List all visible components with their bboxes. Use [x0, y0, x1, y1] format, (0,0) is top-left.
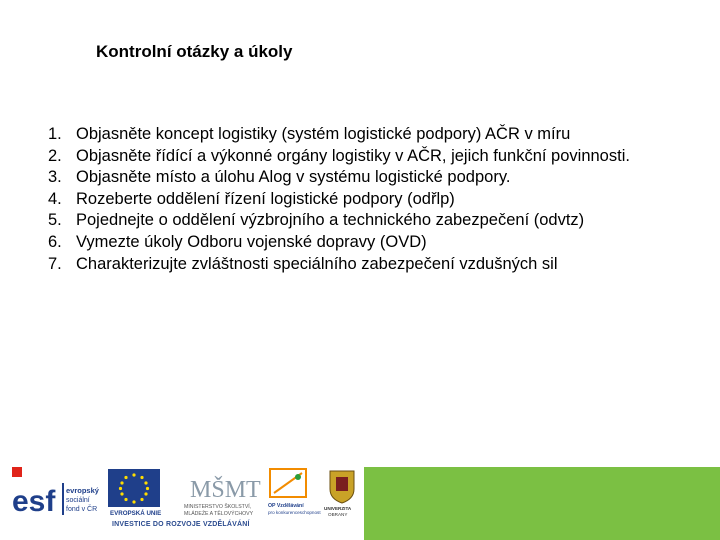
investice-caption: INVESTICE DO ROZVOJE VZDĚLÁVÁNÍ — [112, 521, 250, 528]
esf-line2: sociální — [66, 497, 90, 504]
item-number: 6. — [48, 232, 62, 251]
question-list — [48, 124, 630, 275]
item-text: Pojednejte o oddělení výzbrojního a technického zabezpečení (odvtz) — [76, 211, 585, 230]
list-item — [48, 210, 630, 232]
op-line2: pro konkurenceschopnost — [268, 510, 321, 515]
list-item — [48, 232, 630, 254]
list-item — [48, 189, 630, 211]
eu-caption: EVROPSKÁ UNIE — [110, 510, 162, 517]
op-vk-logo — [266, 467, 322, 519]
item-number: 1. — [48, 125, 62, 143]
list-item — [48, 146, 630, 168]
esf-mark: esf — [12, 485, 56, 518]
item-text: Rozeberte oddělení řízení logistické podpory (odřlp) — [76, 189, 455, 208]
item-number: 5. — [48, 211, 62, 230]
esf-line3: fond v ČR — [66, 506, 98, 513]
item-text: Objasněte řídící a výkonné orgány logistiky v AČR, jejich funkční povinnosti. — [76, 146, 630, 165]
green-panel — [364, 467, 720, 540]
list-item — [48, 124, 630, 146]
item-text: Charakterizujte zvláštnosti speciálního zabezpečení vzdušných sil — [76, 254, 558, 273]
slide-title: Kontrolní otázky a úkoly — [96, 42, 293, 61]
university-logo — [322, 467, 362, 519]
msmt-logo — [182, 467, 262, 519]
item-text: Objasněte koncept logistiky (systém logistické podpory) AČR v míru — [76, 125, 571, 143]
item-text: Objasněte místo a úlohu Alog v systému logistické podpory. — [76, 168, 511, 187]
item-number: 2. — [48, 146, 62, 165]
op-line1: OP Vzdělávání — [268, 503, 304, 509]
item-text: Vymezte úkoly Odboru vojenské dopravy (OVD) — [76, 232, 427, 251]
msmt-mark: MŠMT — [190, 477, 261, 503]
university-line1: UNIVERZITA — [324, 506, 352, 511]
msmt-line1: MINISTERSTVO ŠKOLSTVÍ, — [184, 504, 252, 510]
esf-logo — [12, 467, 104, 523]
item-number: 7. — [48, 254, 62, 273]
university-line2: OBRANY — [328, 512, 348, 517]
msmt-line2: MLÁDEŽE A TĚLOVÝCHOVY — [184, 511, 254, 517]
eu-flag-logo — [106, 469, 162, 519]
list-item — [48, 254, 630, 276]
esf-line1: evropský — [66, 486, 99, 495]
item-number: 3. — [48, 168, 62, 187]
footer-logo-bar — [0, 467, 720, 540]
item-number: 4. — [48, 189, 62, 208]
list-item — [48, 167, 630, 189]
